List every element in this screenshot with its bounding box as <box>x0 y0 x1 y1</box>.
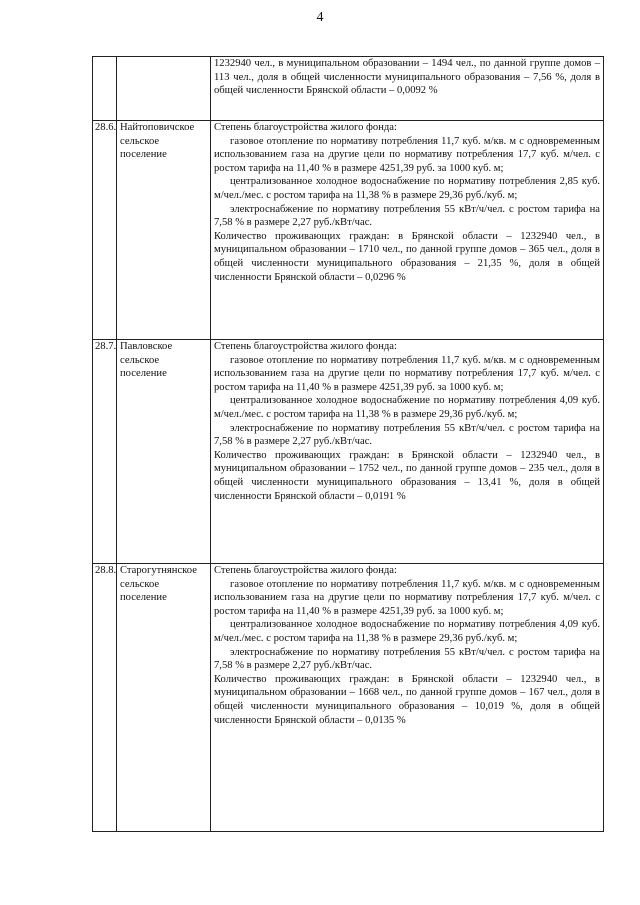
table-row <box>93 340 604 564</box>
row-number <box>93 57 117 121</box>
description-paragraph: 1232940 чел., в муниципальном образовании – 1494 чел., по данной группе домов – 113 чел., доля в общей численности муниципального образования – 7,56 %, доля в общей численности Брянской области – 0,0092 % <box>214 58 600 97</box>
description-paragraph: электроснабжение по нормативу потребления 55 кВт/ч/чел. с ростом тарифа на 7,58 % в размере 2,27 руб./кВт/час. <box>214 646 600 672</box>
description-paragraph: электроснабжение по нормативу потребления 55 кВт/ч/чел. с ростом тарифа на 7,58 % в размере 2,27 руб./кВт/час. <box>214 203 600 229</box>
description-paragraph: централизованное холодное водоснабжение по нормативу потребления 4,09 куб. м/чел./мес. с ростом тарифа на 11,38 % в размере 29,36 руб./куб. м; <box>214 395 600 420</box>
description-cell <box>211 57 604 121</box>
description-paragraph: Степень благоустройства жилого фонда: <box>214 565 397 576</box>
settlement-name <box>117 57 211 121</box>
settlements-table <box>92 56 604 832</box>
row-number: 28.7. <box>93 340 117 564</box>
description-paragraph: централизованное холодное водоснабжение по нормативу потребления 4,09 куб. м/чел./мес. с ростом тарифа на 11,38 % в размере 29,36 руб./куб. м; <box>214 619 600 644</box>
description-paragraph: Количество проживающих граждан: в Брянской области – 1232940 чел., в муниципальном образовании – 1668 чел., по данной группе домов – 167 чел., доля в общей численности муниципального образования – 10,019 %, доля в общей численности Брянской области – 0,0135 % <box>214 673 600 726</box>
description-paragraph: Количество проживающих граждан: в Брянской области – 1232940 чел., в муниципальном образовании – 1710 чел., по данной группе домов – 365 чел., доля в общей численности муниципального образования – 21,35 %, доля в общей численности Брянской области – 0,0296 % <box>214 230 600 283</box>
table-row <box>93 57 604 121</box>
row-number: 28.6. <box>93 121 117 340</box>
settlement-name: Павловское сельское поселение <box>117 340 211 564</box>
settlement-name: Найтоповичское сельское поселение <box>117 121 211 340</box>
description-paragraph: централизованное холодное водоснабжение по нормативу потребления 2,85 куб. м/чел./мес. с ростом тарифа на 11,38 % в размере 29,36 руб./куб. м; <box>214 176 600 201</box>
table-row <box>93 564 604 832</box>
description-paragraph: Количество проживающих граждан: в Брянской области – 1232940 чел., в муниципальном образовании – 1752 чел., по данной группе домов – 235 чел., доля в общей численности муниципального образования – 13,41 %, доля в общей численности Брянской области – 0,0191 % <box>214 449 600 502</box>
table-body <box>93 57 604 832</box>
description-paragraph: Степень благоустройства жилого фонда: <box>214 122 397 133</box>
description-paragraph: газовое отопление по нормативу потребления 11,7 куб. м/кв. м с одновременным использованием газа на другие цели по нормативу потребления 17,7 куб. м/чел. с ростом тарифа на 11,40 % в размере 4251,39 руб. за 1000 куб. м; <box>214 354 600 393</box>
description-cell <box>211 564 604 832</box>
settlement-name: Старогутнянское сельское поселение <box>117 564 211 832</box>
description-paragraph: Степень благоустройства жилого фонда: <box>214 341 397 352</box>
description-paragraph: газовое отопление по нормативу потребления 11,7 куб. м/кв. м с одновременным использованием газа на другие цели по нормативу потребления 17,7 куб. м/чел. с ростом тарифа на 11,40 % в размере 4251,39 руб. за 1000 куб. м; <box>214 578 600 617</box>
description-paragraph: газовое отопление по нормативу потребления 11,7 куб. м/кв. м с одновременным использованием газа на другие цели по нормативу потребления 17,7 куб. м/чел. с ростом тарифа на 11,40 % в размере 4251,39 руб. за 1000 куб. м; <box>214 135 600 174</box>
row-number: 28.8. <box>93 564 117 832</box>
page-number: 4 <box>316 10 324 25</box>
description-cell <box>211 340 604 564</box>
description-cell <box>211 121 604 340</box>
table-row <box>93 121 604 340</box>
description-paragraph: электроснабжение по нормативу потребления 55 кВт/ч/чел. с ростом тарифа на 7,58 % в размере 2,27 руб./кВт/час. <box>214 422 600 448</box>
